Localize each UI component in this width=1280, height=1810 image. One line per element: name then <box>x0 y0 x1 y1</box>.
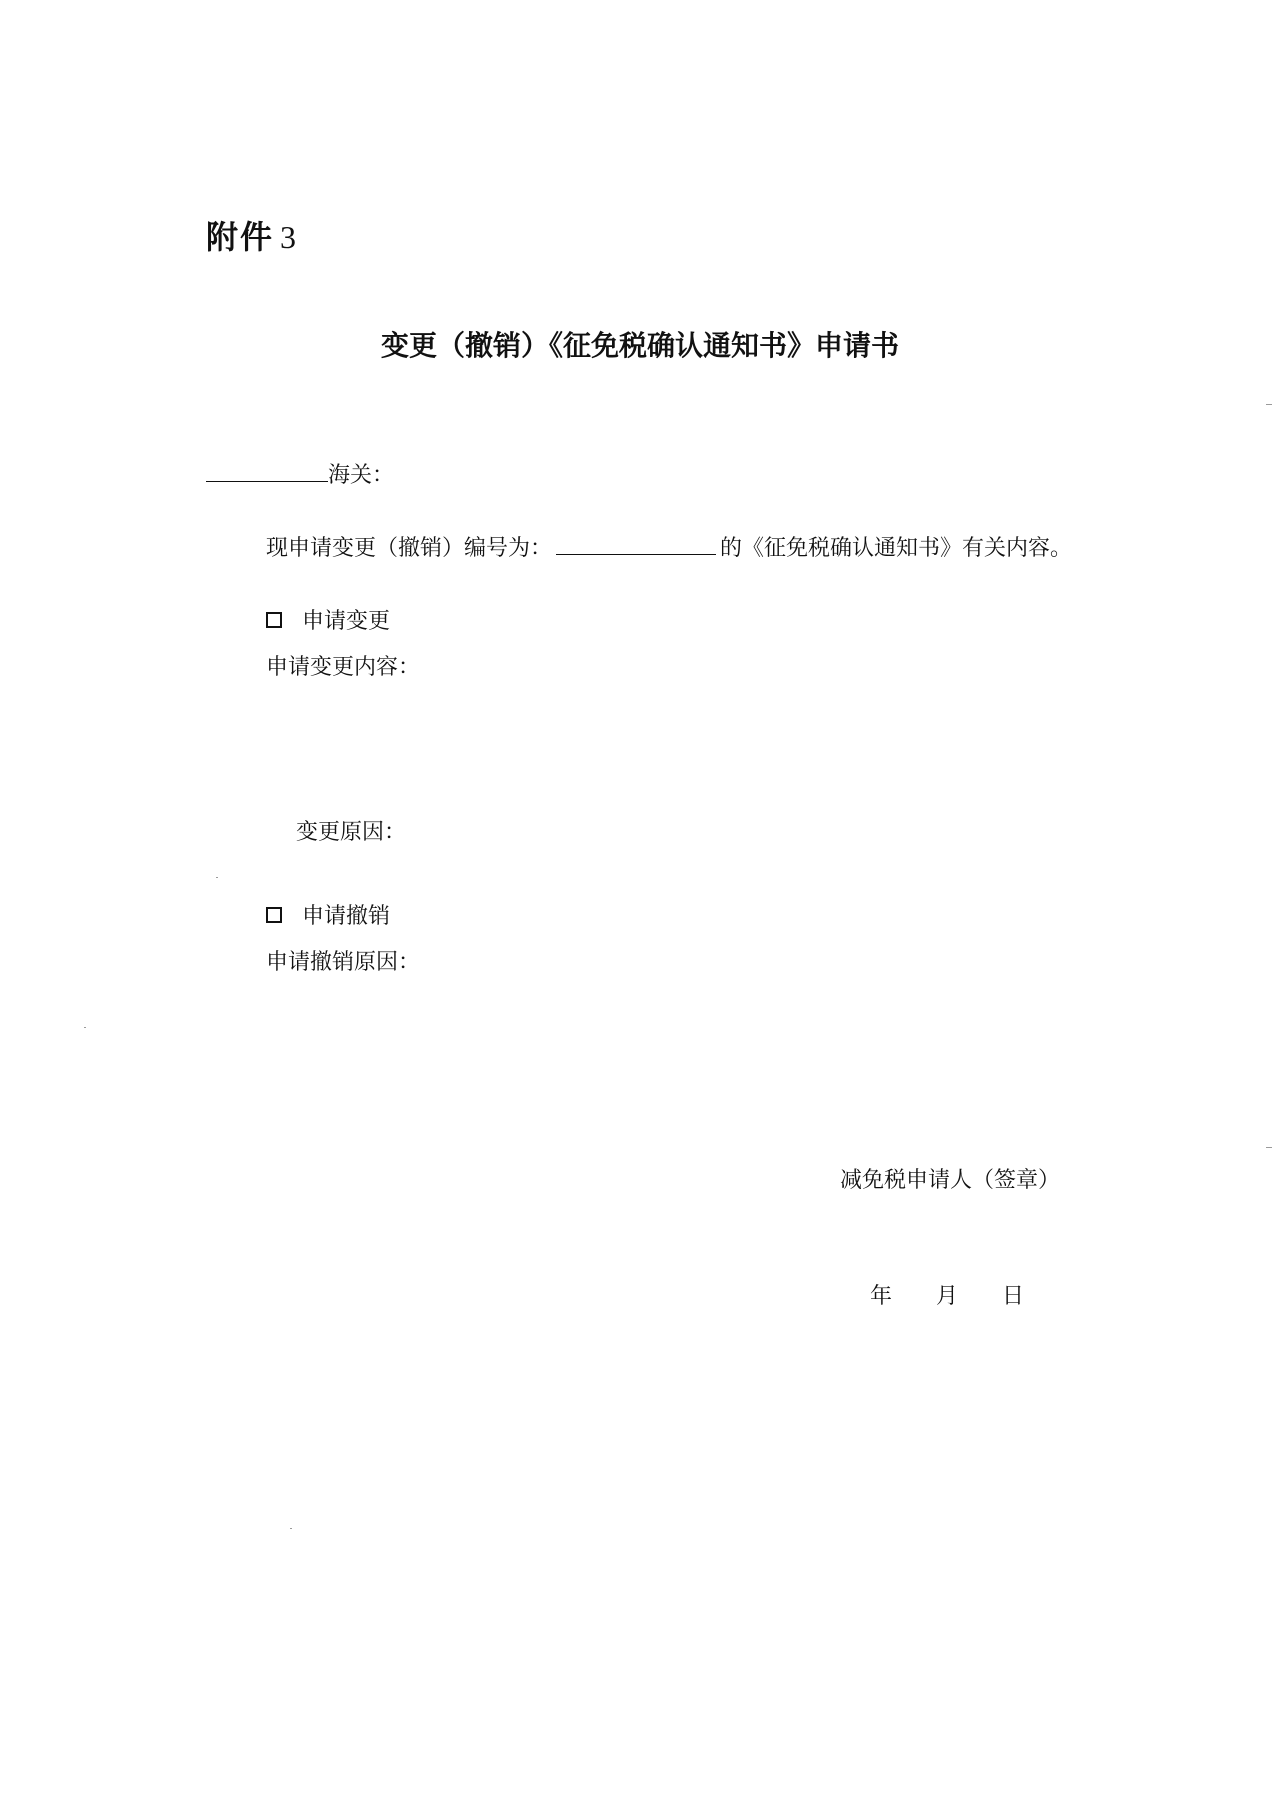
date-year: 年 <box>870 1284 893 1309</box>
applicant-signature-label: 减免税申请人（签章） <box>840 1168 1061 1193</box>
date-month: 月 <box>936 1284 959 1309</box>
option-revoke[interactable] <box>266 899 390 930</box>
scan-speck <box>216 877 218 878</box>
scan-speck <box>290 1528 292 1529</box>
customs-addressee-line <box>206 458 394 489</box>
certificate-number-blank[interactable] <box>556 532 716 555</box>
change-checkbox[interactable] <box>266 612 282 628</box>
attachment-number: 3 <box>280 219 299 255</box>
revoke-option-label: 申请撤销 <box>302 904 391 929</box>
attachment-label: 附件 <box>206 218 275 256</box>
request-prefix: 现申请变更（撤销）编号为： <box>266 536 553 561</box>
customs-suffix: 海关： <box>328 463 395 488</box>
revoke-reason-label: 申请撤销原因： <box>266 950 421 975</box>
request-statement <box>266 531 1072 562</box>
change-content-label: 申请变更内容： <box>266 655 421 680</box>
attachment-heading <box>206 212 298 258</box>
request-suffix: 的《征免税确认通知书》有关内容。 <box>720 536 1073 561</box>
scan-speck <box>84 1027 86 1028</box>
date-day: 日 <box>1002 1284 1025 1309</box>
change-option-label: 申请变更 <box>302 609 391 634</box>
scan-speck <box>1266 1147 1272 1148</box>
revoke-checkbox[interactable] <box>266 907 282 923</box>
change-reason-label: 变更原因： <box>296 820 407 845</box>
option-change[interactable] <box>266 604 390 635</box>
scan-speck <box>1266 404 1272 405</box>
customs-name-blank[interactable] <box>206 459 328 482</box>
document-title: 变更（撤销）《征免税确认通知书》申请书 <box>380 329 899 362</box>
signature-date <box>870 1279 1024 1310</box>
